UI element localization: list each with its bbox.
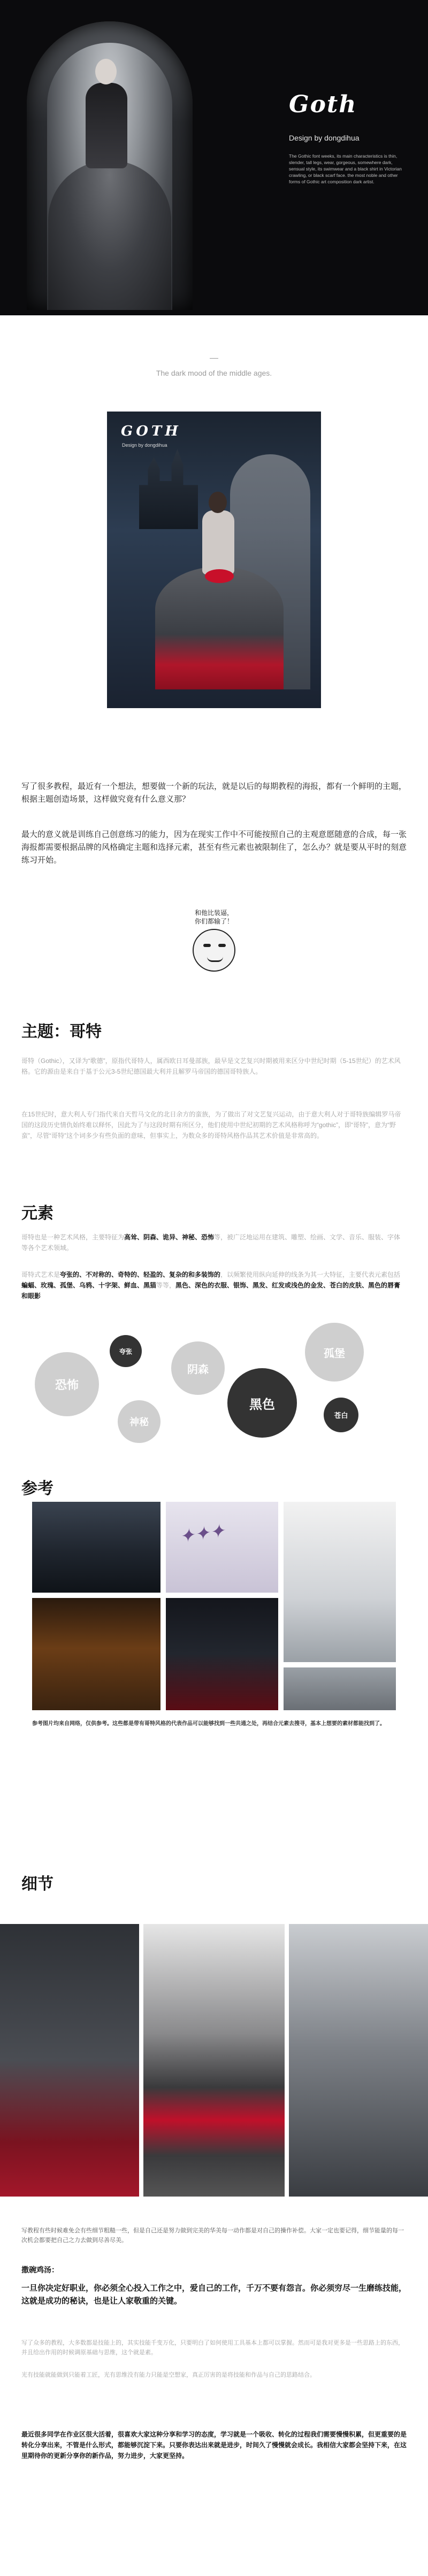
meme-face-icon [193, 929, 235, 972]
page-subtitle: The dark mood of the middle ages. [156, 369, 272, 377]
elements-heading: 元素 [21, 1205, 54, 1222]
hero-figure-head [95, 59, 117, 84]
poster-figure-head [209, 492, 227, 513]
closing-paragraph: 最近很多同学在作业区很大活着，很喜欢大家这种分享和学习的态度，学习就是一个吸收、转化的过程我们需要慢慢积累，但更重要的是转化分享出来，不管是什么形式，都能够沉淀下来。只要你表达出来就是进步，时间久了慢慢就会成长。我相信大家都会坚持下来，在这里期待你的更新分享你的新作品，努力进步，大家更坚持。 [21, 2431, 407, 2459]
keyword-circle: 神秘 [118, 1400, 160, 1443]
keyword-circle: 黑色 [227, 1368, 297, 1438]
keyword-circle: 夸张 [110, 1335, 142, 1367]
tip-label: 撒碗鸡汤： [21, 2265, 59, 2274]
reference-image-figure [284, 1502, 396, 1662]
poster-figure-body [202, 510, 234, 575]
intro-paragraph-2: 最大的意义就是训练自己创意练习的能力，因为在现实工作中不可能按照自己的主观意愿随意的合成，每一张海报都需要根据品牌的风格确定主题和选择元素，甚至有些元素也被限制住了，怎么办？就是要从平时的刻意练习开始。 [21, 830, 407, 865]
keyword-circle: 阴森 [171, 1341, 225, 1395]
reference-image-red-dress [166, 1598, 278, 1710]
meme-sticker [182, 909, 246, 989]
detail-image-center [143, 1924, 285, 2197]
hero-gown [48, 160, 171, 310]
poster-gown [155, 567, 284, 689]
theme-paragraph-1: 哥特（Gothic），又译为“歌德”，原指代哥特人，属西欧日耳曼部族，最早是文艺复兴时期被用来区分中世纪时期（5-15世纪）的艺术风格。它的源由是来自于基于公元3-5世纪德国最大利并且解罗马帝国的德国哥特族人。 [21, 1057, 401, 1075]
keyword-circle: 孤堡 [305, 1323, 364, 1382]
poster-castle [139, 449, 198, 529]
poster-designer: Design by dongdihua [122, 443, 167, 448]
elements-paragraph-2: 哥特式艺术是夸张的、不对称的、奇特的、轻盈的、复杂的和多装饰的，以频繁使用纵向延伸的线条为其一大特征，主要代表元素包括蝙蝠、玫瑰、孤堡、乌鸦、十字架、鲜血、黑猫等等，黑色、深色的衣服、银饰、黑发、红发或浅色的金发、苍白的皮肤、黑色的唇膏和眼影 [21, 1271, 401, 1300]
detail-paragraph-1: 写教程有些时候难免会有些细节粗糙一些，但是自己还是努力做到完美的华美每一动作都是对自己的操作补偿。大家一定也要记得，细节能量的每一次机会都要把自己之力去做到尽善尽美。 [21, 2228, 404, 2244]
reference-image-castle [32, 1502, 160, 1593]
detail-image-left [0, 1924, 139, 2197]
theme-heading: 主题：哥特 [21, 1023, 102, 1041]
divider-dash [210, 358, 218, 359]
reference-image-typography: ✦✦✦ [166, 1502, 278, 1593]
detail-image-right [289, 1924, 428, 2197]
poster-red-bow [205, 569, 234, 583]
hero-description: The Gothic font weeks, its main characteristics is thin, slender, tall legs, wear, gorgeous, somewhere dark, sensual style, its swimwear and a black shirt in Victorian crawling, or black scarf face. the most noble and other forms of Gothic art composition dark artist. [289, 153, 402, 184]
hero-figure-body [86, 83, 127, 168]
reference-image-extension [284, 1667, 396, 1710]
goth-poster [107, 412, 321, 708]
poster-title: GOTH [121, 423, 181, 439]
reference-image-cathedral [32, 1598, 160, 1710]
reference-heading: 参考 [21, 1480, 54, 1498]
detail-heading: 细节 [21, 1875, 54, 1893]
hero-banner [0, 0, 428, 315]
meme-caption: 和他比装逼， 你们都输了！ [194, 909, 233, 925]
tip-text: 一旦你决定好职业，你必须全心投入工作之中，爱自己的工作，千万不要有怨言。你必须穷尽一生磨练技能，这就是成功的秘诀，也是让人家敬重的关键。 [21, 2284, 407, 2306]
elements-paragraph-1: 哥特也是一种艺术风格，主要特征为高耸、阴森、诡异、神秘、恐怖等，被广泛地运用在建筑、雕塑、绘画、文学、音乐、服装、字体等各个艺术领域。 [21, 1233, 401, 1252]
keyword-circle: 苍白 [324, 1398, 358, 1432]
keyword-circle: 恐怖 [35, 1352, 99, 1416]
detail-paragraph-3: 光有技能就能做到只能着工匠，光有思维没有能力只能是空想家，真正厉害的是将技能和作品与自己的思路结合。 [21, 2372, 316, 2378]
theme-paragraph-2: 在15世纪时，意大利人专门指代来自天哲马文化的北日余方的蛮族，为了做出了对文艺复兴运动，由于意大利人对于哥特族编辑罗马帝国的这段历史情仇始终难以释怀，因此为了与这段时期有所区分，他们使用中世纪初期的艺术风格称呼为“gothic”，即“哥特”，意为“野蛮”，尽管“哥特”这个词多少有些负面的意味，但事实上，为数众多的哥特风格作品其艺术价值是非常高的。 [21, 1111, 401, 1139]
detail-paragraph-2: 写了众多的教程，大多数都是技能上的，其实技能千变万化，只要明白了如何使用工具基本上都可以掌握。然而可是我对更多是一些思路上的东西，并且给出作用的时候调原基础与思维，这个就是素。 [21, 2340, 404, 2356]
reference-caption: 参考图片均来自网络，仅供参考。这些都是带有哥特风格的代表作品可以能够找到一些共通之处，再结合元素去搜寻，基本上想要的素材都能找到了。 [32, 1721, 385, 1727]
intro-paragraph-1: 写了很多教程，最近有一个想法，想要做一个新的玩法，就是以后的每期教程的海报，都有一个鲜明的主题，根据主题创造场景，这样做究竟有什么意义那？ [21, 782, 407, 804]
hero-title: Goth [289, 91, 357, 118]
hero-designer: Design by dongdihua [289, 134, 360, 142]
